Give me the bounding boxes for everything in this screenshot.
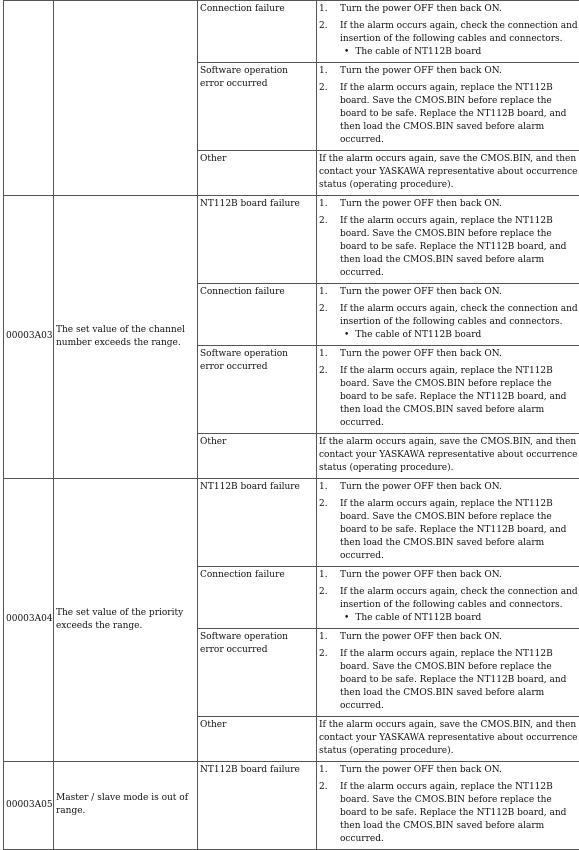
remedy-step — [319, 303, 579, 342]
alarm-remedy — [317, 346, 579, 434]
table-row — [4, 196, 579, 284]
remedy-step — [319, 764, 579, 777]
alarm-table — [3, 0, 579, 850]
remedy-step — [319, 365, 579, 430]
alarm-description: The set value of the priority exceeds the range. — [54, 479, 198, 762]
step-text-wrap — [340, 648, 579, 713]
alarm-cause: Other — [198, 151, 317, 196]
remedy-step — [319, 65, 579, 78]
step-number: 2. — [319, 365, 340, 430]
remedy-step — [319, 215, 579, 280]
remedy-steps — [319, 569, 579, 625]
step-text: Turn the power OFF then back ON. — [340, 482, 502, 492]
remedy-text: If the alarm occurs again, save the CMOS.BIN, and then contact your YASKAWA representative about occurrence status (operating procedure). — [319, 720, 578, 756]
step-sub-item — [340, 329, 579, 342]
alarm-code — [4, 1, 54, 196]
step-number: 1. — [319, 631, 340, 644]
remedy-steps — [319, 481, 579, 563]
step-text: If the alarm occurs again, replace the NT112B board. Save the CMOS.BIN before replace the board to be safe. Replace the NT112B board, and then load the CMOS.BIN saved before alarm occurred. — [340, 216, 566, 278]
alarm-remedy — [317, 479, 579, 567]
alarm-cause: Other — [198, 717, 317, 762]
alarm-remedy — [317, 63, 579, 151]
alarm-cause: Connection failure — [198, 1, 317, 63]
step-text-wrap — [340, 365, 579, 430]
alarm-remedy — [317, 567, 579, 629]
table-row — [4, 762, 579, 850]
remedy-steps — [319, 631, 579, 713]
step-text-wrap — [340, 481, 579, 494]
remedy-step — [319, 82, 579, 147]
step-text-wrap — [340, 215, 579, 280]
step-text: If the alarm occurs again, replace the NT112B board. Save the CMOS.BIN before replace the board to be safe. Replace the NT112B board, and then load the CMOS.BIN saved before alarm occurred. — [340, 649, 566, 711]
step-text: Turn the power OFF then back ON. — [340, 4, 502, 14]
alarm-cause: Connection failure — [198, 567, 317, 629]
alarm-remedy — [317, 717, 579, 762]
remedy-step — [319, 3, 579, 16]
alarm-remedy — [317, 629, 579, 717]
step-text-wrap — [340, 348, 579, 361]
step-sub-text: The cable of NT112B board — [355, 613, 481, 623]
alarm-remedy — [317, 762, 579, 850]
alarm-cause: NT112B board failure — [198, 762, 317, 850]
step-text: If the alarm occurs again, replace the NT112B board. Save the CMOS.BIN before replace the board to be safe. Replace the NT112B board, and then load the CMOS.BIN saved before alarm occurred. — [340, 499, 566, 561]
remedy-step — [319, 569, 579, 582]
step-text: Turn the power OFF then back ON. — [340, 199, 502, 209]
alarm-code: 00003A04 — [4, 479, 54, 762]
alarm-cause: Software operation error occurred — [198, 63, 317, 151]
step-text: Turn the power OFF then back ON. — [340, 632, 502, 642]
step-text-wrap — [340, 781, 579, 846]
remedy-steps — [319, 3, 579, 59]
step-text: If the alarm occurs again, replace the NT112B board. Save the CMOS.BIN before replace the board to be safe. Replace the NT112B board, and then load the CMOS.BIN saved before alarm occurred. — [340, 366, 566, 428]
step-number: 1. — [319, 286, 340, 299]
remedy-steps — [319, 764, 579, 846]
step-number: 2. — [319, 303, 340, 342]
step-text: If the alarm occurs again, check the connection and insertion of the following cables and connectors. — [340, 21, 578, 44]
step-number: 1. — [319, 198, 340, 211]
remedy-step — [319, 648, 579, 713]
step-text: If the alarm occurs again, check the connection and insertion of the following cables and connectors. — [340, 304, 578, 327]
step-text: Turn the power OFF then back ON. — [340, 66, 502, 76]
step-text: If the alarm occurs again, replace the NT112B board. Save the CMOS.BIN before replace the board to be safe. Replace the NT112B board, and then load the CMOS.BIN saved before alarm occurred. — [340, 83, 566, 145]
table-row — [4, 479, 579, 567]
step-sub-text: The cable of NT112B board — [355, 47, 481, 57]
alarm-remedy — [317, 1, 579, 63]
alarm-cause: Other — [198, 434, 317, 479]
step-number: 2. — [319, 20, 340, 59]
step-number: 2. — [319, 648, 340, 713]
step-text: If the alarm occurs again, check the connection and insertion of the following cables and connectors. — [340, 587, 578, 610]
alarm-description: Master / slave mode is out of range. — [54, 762, 198, 850]
alarm-code: 00003A05 — [4, 762, 54, 850]
alarm-description — [54, 1, 198, 196]
remedy-text: If the alarm occurs again, save the CMOS.BIN, and then contact your YASKAWA representative about occurrence status (operating procedure). — [319, 154, 578, 190]
remedy-step — [319, 286, 579, 299]
remedy-step — [319, 481, 579, 494]
step-number: 2. — [319, 586, 340, 625]
alarm-remedy — [317, 284, 579, 346]
step-sub-item — [340, 612, 579, 625]
remedy-step — [319, 198, 579, 211]
step-text-wrap — [340, 764, 579, 777]
step-text: Turn the power OFF then back ON. — [340, 287, 502, 297]
step-text-wrap — [340, 198, 579, 211]
step-number: 2. — [319, 215, 340, 280]
alarm-code: 00003A03 — [4, 196, 54, 479]
table-row — [4, 1, 579, 63]
step-text: If the alarm occurs again, replace the NT112B board. Save the CMOS.BIN before replace the board to be safe. Replace the NT112B board, and then load the CMOS.BIN saved before alarm occurred. — [340, 782, 566, 844]
step-number: 1. — [319, 481, 340, 494]
step-text-wrap — [340, 569, 579, 582]
step-number: 1. — [319, 348, 340, 361]
step-sub-item — [340, 46, 579, 59]
alarm-remedy — [317, 151, 579, 196]
step-text-wrap — [340, 303, 579, 342]
alarm-cause: NT112B board failure — [198, 479, 317, 567]
remedy-step — [319, 631, 579, 644]
step-sub-text: The cable of NT112B board — [355, 330, 481, 340]
step-number: 1. — [319, 65, 340, 78]
remedy-step — [319, 20, 579, 59]
step-text-wrap — [340, 65, 579, 78]
step-number: 2. — [319, 498, 340, 563]
alarm-remedy — [317, 434, 579, 479]
remedy-step — [319, 586, 579, 625]
remedy-text: If the alarm occurs again, save the CMOS.BIN, and then contact your YASKAWA representative about occurrence status (operating procedure). — [319, 437, 578, 473]
remedy-steps — [319, 198, 579, 280]
remedy-steps — [319, 348, 579, 430]
step-text-wrap — [340, 82, 579, 147]
step-text-wrap — [340, 586, 579, 625]
step-text: Turn the power OFF then back ON. — [340, 570, 502, 580]
step-number: 1. — [319, 764, 340, 777]
step-number: 1. — [319, 569, 340, 582]
alarm-table-body — [4, 1, 579, 850]
bullet-icon — [344, 330, 355, 340]
alarm-cause: Connection failure — [198, 284, 317, 346]
step-number: 2. — [319, 82, 340, 147]
bullet-icon — [344, 47, 355, 57]
remedy-step — [319, 498, 579, 563]
alarm-cause: Software operation error occurred — [198, 346, 317, 434]
alarm-description: The set value of the channel number exceeds the range. — [54, 196, 198, 479]
remedy-steps — [319, 65, 579, 147]
bullet-icon — [344, 613, 355, 623]
step-number: 2. — [319, 781, 340, 846]
step-text-wrap — [340, 3, 579, 16]
step-text: Turn the power OFF then back ON. — [340, 765, 502, 775]
remedy-step — [319, 781, 579, 846]
step-text: Turn the power OFF then back ON. — [340, 349, 502, 359]
step-text-wrap — [340, 20, 579, 59]
alarm-cause: Software operation error occurred — [198, 629, 317, 717]
step-text-wrap — [340, 631, 579, 644]
remedy-step — [319, 348, 579, 361]
alarm-cause: NT112B board failure — [198, 196, 317, 284]
alarm-remedy — [317, 196, 579, 284]
step-text-wrap — [340, 498, 579, 563]
remedy-steps — [319, 286, 579, 342]
step-text-wrap — [340, 286, 579, 299]
step-number: 1. — [319, 3, 340, 16]
